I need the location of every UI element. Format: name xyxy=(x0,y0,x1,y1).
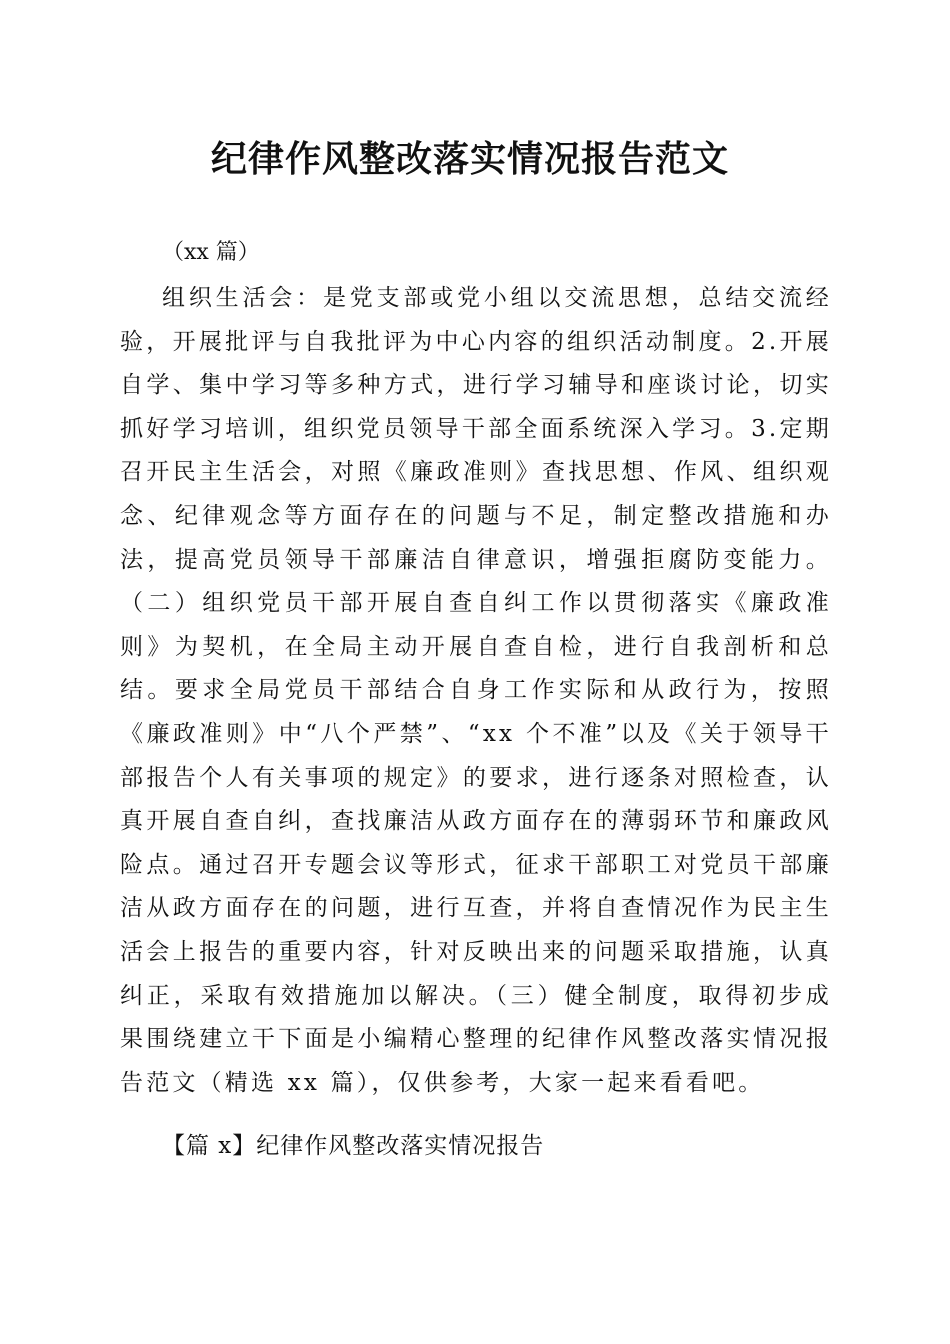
section-heading: 【篇 x】纪律作风整改落实情况报告 xyxy=(162,1133,545,1159)
source-note: （xx 篇） xyxy=(162,240,260,265)
body-paragraph: 组织生活会：是党支部或党小组以交流思想，总结交流经验，开展批评与自我批评为中心内容的组织活动制度。2.开展自学、集中学习等多种方式，进行学习辅导和座谈讨论，切实抓好学习培训，组织党员领导干部全面系统深入学习。3.定期召开民主生活会，对照《廉政准则》查找思想、作风、组织观念、纪律观念等方面存在的问题与不足，制定整改措施和办法，提高党员领导干部廉洁自律意识，增强拒腐防变能力。（二）组织党员干部开展自查自纠工作以贯彻落实《廉政准则》为契机，在全局主动开展自查自检，进行自我剖析和总结。要求全局党员干部结合自身工作实际和从政行为，按照《廉政准则》中“八个严禁”、“xx 个不准”以及《关于领导干部报告个人有关事项的规定》的要求，进行逐条对照检查，认真开展自查自纠，查找廉洁从政方面存在的薄弱环节和廉政风险点。通过召开专题会议等形式，征求干部职工对党员干部廉洁从政方面存在的问题，进行互查，并将自查情况作为民主生活会上报告的重要内容，针对反映出来的问题采取措施，认真纠正，采取有效措施加以解决。（三）健全制度，取得初步成果围绕建立干下面是小编精心整理的纪律作风整改落实情况报告范文（精选 xx 篇），仅供参考，大家一起来看看吧。 xyxy=(120,285,832,1096)
document-title: 纪律作风整改落实情况报告范文 xyxy=(210,138,729,180)
